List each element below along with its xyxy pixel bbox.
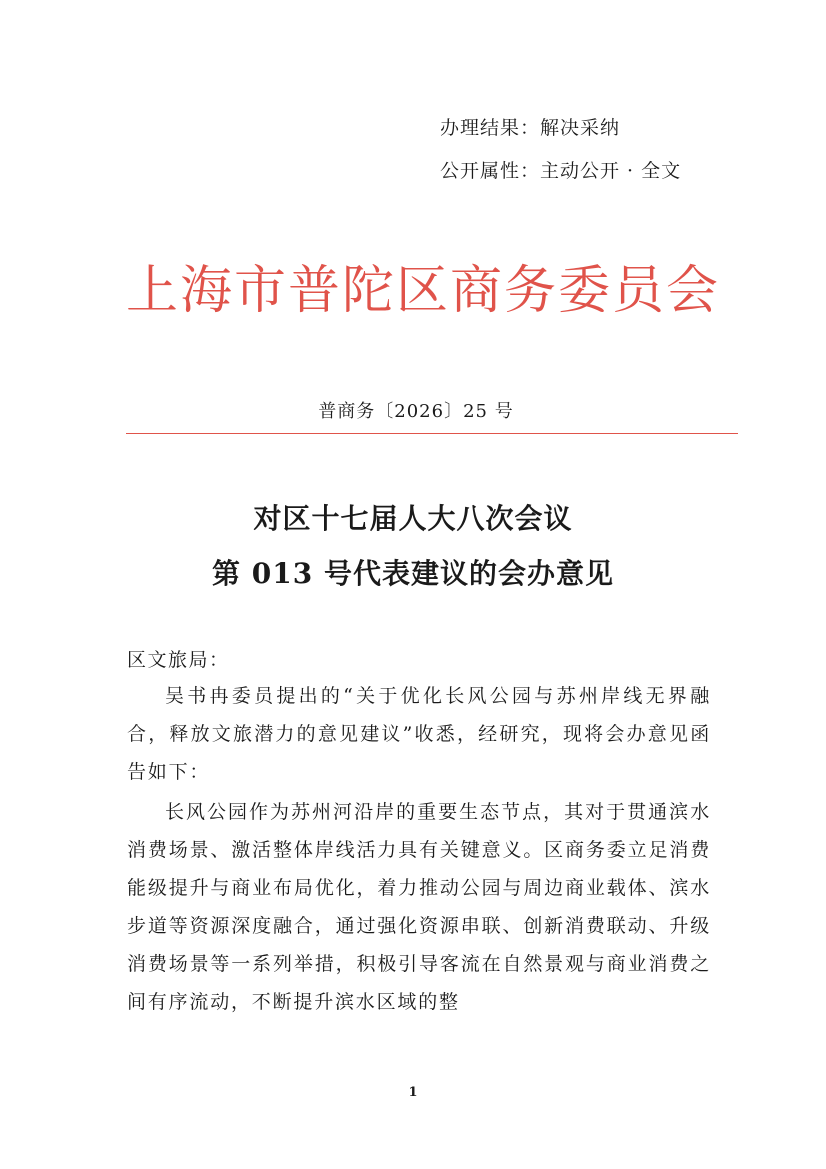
addressee: 区文旅局：: [127, 649, 230, 671]
handling-result-line: [440, 113, 620, 140]
document-title-line-1: 对区十七届人大八次会议: [253, 502, 573, 535]
handling-result-label: 办理结果：: [440, 117, 541, 139]
body-paragraph-1: 吴书冉委员提出的“关于优化长风公园与苏州岸线无界融合，释放文旅潜力的意见建议”收悉，经研究，现将会办意见函告如下：: [127, 685, 711, 783]
document-number: 普商务〔2026〕25 号: [318, 401, 514, 422]
organization-header: 上海市普陀区商务委员会: [125, 261, 720, 321]
disclosure-attribute-value: 主动公开 · 全文: [540, 160, 682, 182]
header-divider: [126, 433, 738, 434]
page-number: 1: [408, 1085, 418, 1100]
handling-result-value: 解决采纳: [540, 117, 621, 139]
body-paragraph-2: 长风公园作为苏州河沿岸的重要生态节点，其对于贯通滨水消费场景、激活整体岸线活力具有关键意义。区商务委立足消费能级提升与商业布局优化，着力推动公园与周边商业载体、滨水步道等资源深度融合，通过强化资源串联、创新消费联动、升级消费场景等一系列举措，积极引导客流在自然景观与商业消费之间有序流动，不断提升滨水区域的整: [127, 801, 711, 1013]
document-title-line-2: 第 013 号代表建议的会办意见: [212, 557, 614, 590]
disclosure-attribute-line: [440, 156, 681, 183]
disclosure-attribute-label: 公开属性：: [440, 160, 541, 182]
